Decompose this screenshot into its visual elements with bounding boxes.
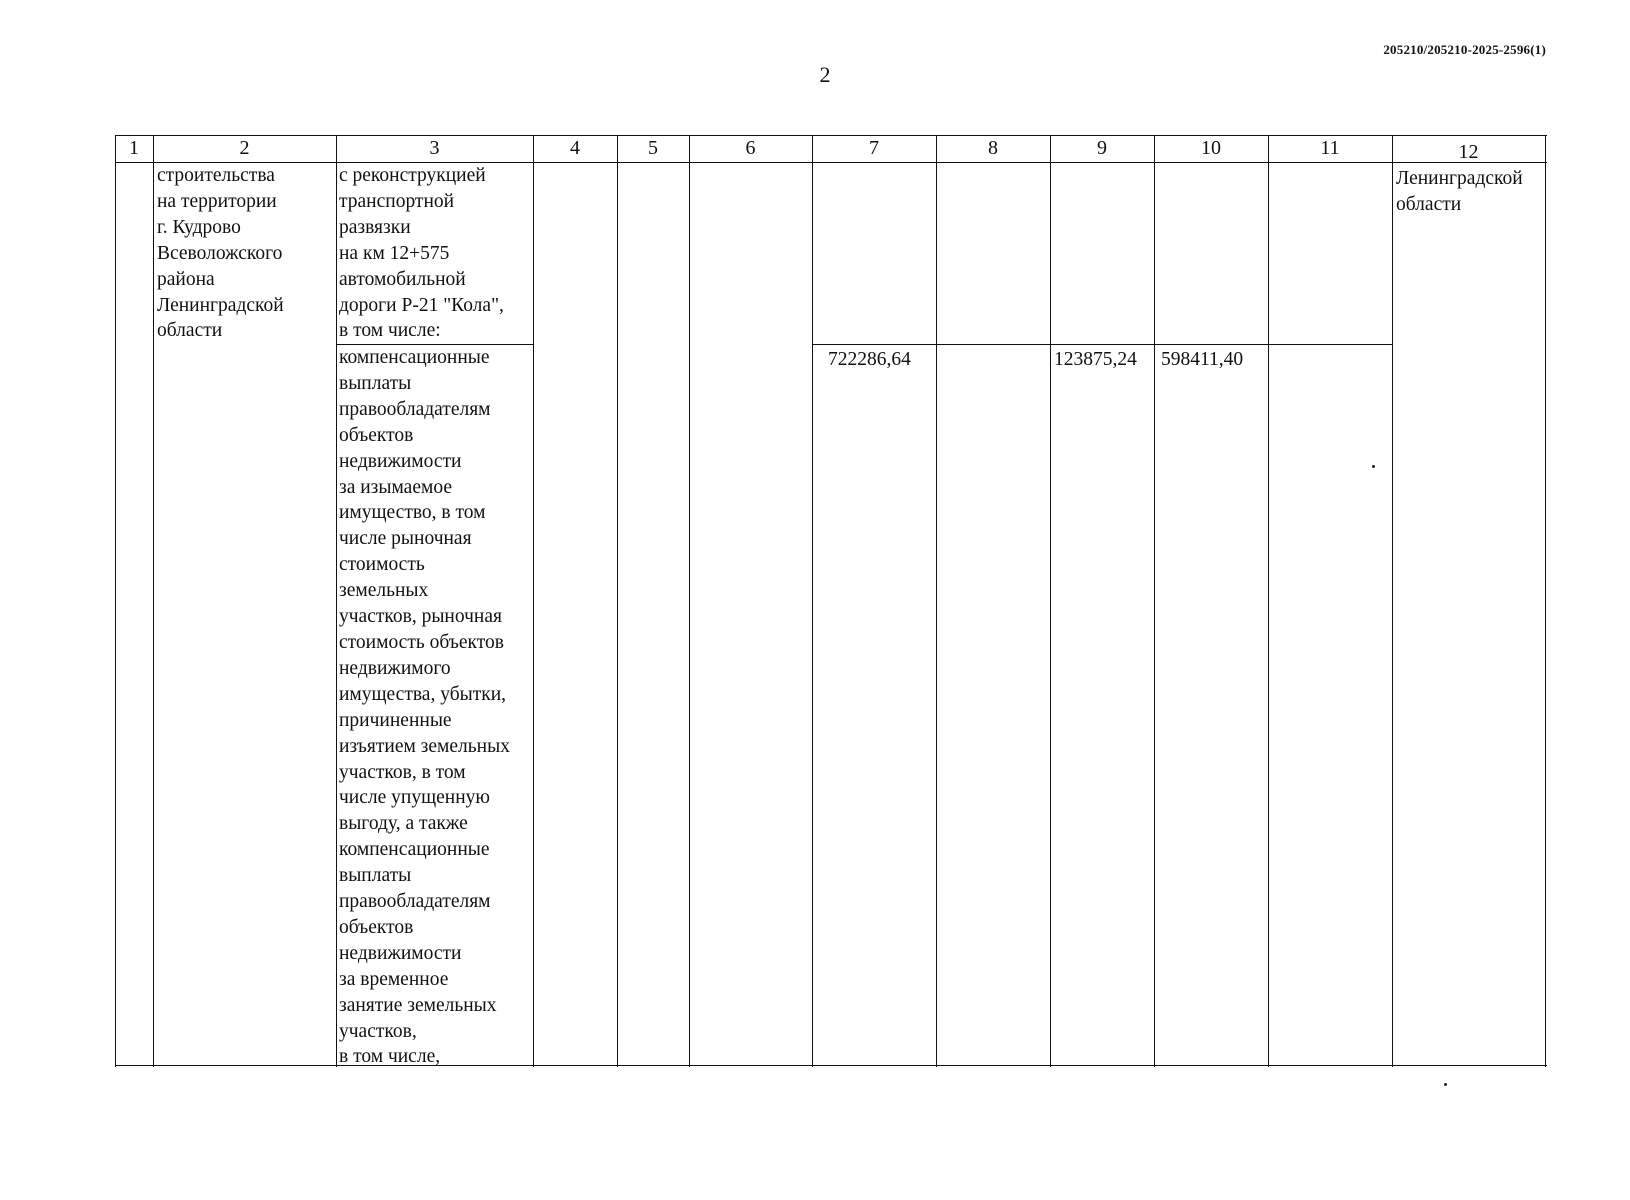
scan-speck <box>1372 465 1375 468</box>
column-number-7: 7 <box>869 137 879 159</box>
table-border-left <box>115 135 116 1067</box>
project-description-cell: с реконструкцией транспортной развязки на км 12+575 автомобильной дороги Р-21 "Кола", в том числе: <box>339 165 504 342</box>
page-number: 2 <box>819 62 831 87</box>
column-divider <box>1050 135 1051 1067</box>
budget-table <box>115 135 1547 1067</box>
column-divider <box>336 135 337 1067</box>
column-number-4: 4 <box>570 137 580 159</box>
column-number-8: 8 <box>988 137 998 159</box>
construction-location-cell: строительства на территории г. Кудрово Всеволожского района Ленинградской области <box>157 165 284 342</box>
responsible-region-cell: Ленинградской области <box>1396 168 1523 215</box>
row-divider-cols7-11 <box>812 344 1392 345</box>
column-number-5: 5 <box>648 137 658 159</box>
amount-col10: 598411,40 <box>1161 349 1244 370</box>
column-number-6: 6 <box>745 137 756 159</box>
amount-col9: 123875,24 <box>1054 349 1137 370</box>
column-number-1: 1 <box>129 137 139 159</box>
column-number-2: 2 <box>239 137 250 159</box>
column-divider <box>533 135 534 1067</box>
column-divider <box>1154 135 1155 1067</box>
table-border-bottom <box>115 1065 1547 1066</box>
column-divider <box>617 135 618 1067</box>
table-border-right <box>1545 135 1546 1067</box>
amount-col7: 722286,64 <box>828 349 911 370</box>
column-number-9: 9 <box>1097 137 1107 159</box>
column-divider <box>689 135 690 1067</box>
column-divider <box>812 135 813 1067</box>
column-number-11: 11 <box>1320 137 1340 159</box>
column-divider <box>1392 135 1393 1067</box>
scan-speck <box>1444 1083 1447 1086</box>
column-number-10: 10 <box>1201 137 1221 159</box>
compensation-description-cell: компенсационные выплаты правообладателям объектов недвижимости за изымаемое имущество, в том числе рыночная стоимость земельных участков, рыночная стоимость объектов недвижимого имущества, убытки, причиненные изъятием земельных участков, в том числе упущенную выгоду, а также компенсационные выплаты правообладателям объектов недвижимости за временное занятие земельных участков, в том числе, <box>339 347 510 1068</box>
column-divider <box>1268 135 1269 1067</box>
column-number-12: 12 <box>1458 141 1479 163</box>
column-divider <box>153 135 154 1067</box>
column-number-3: 3 <box>429 137 440 159</box>
column-divider <box>936 135 937 1067</box>
document-id: 205210/205210-2025-2596(1) <box>1383 42 1546 57</box>
